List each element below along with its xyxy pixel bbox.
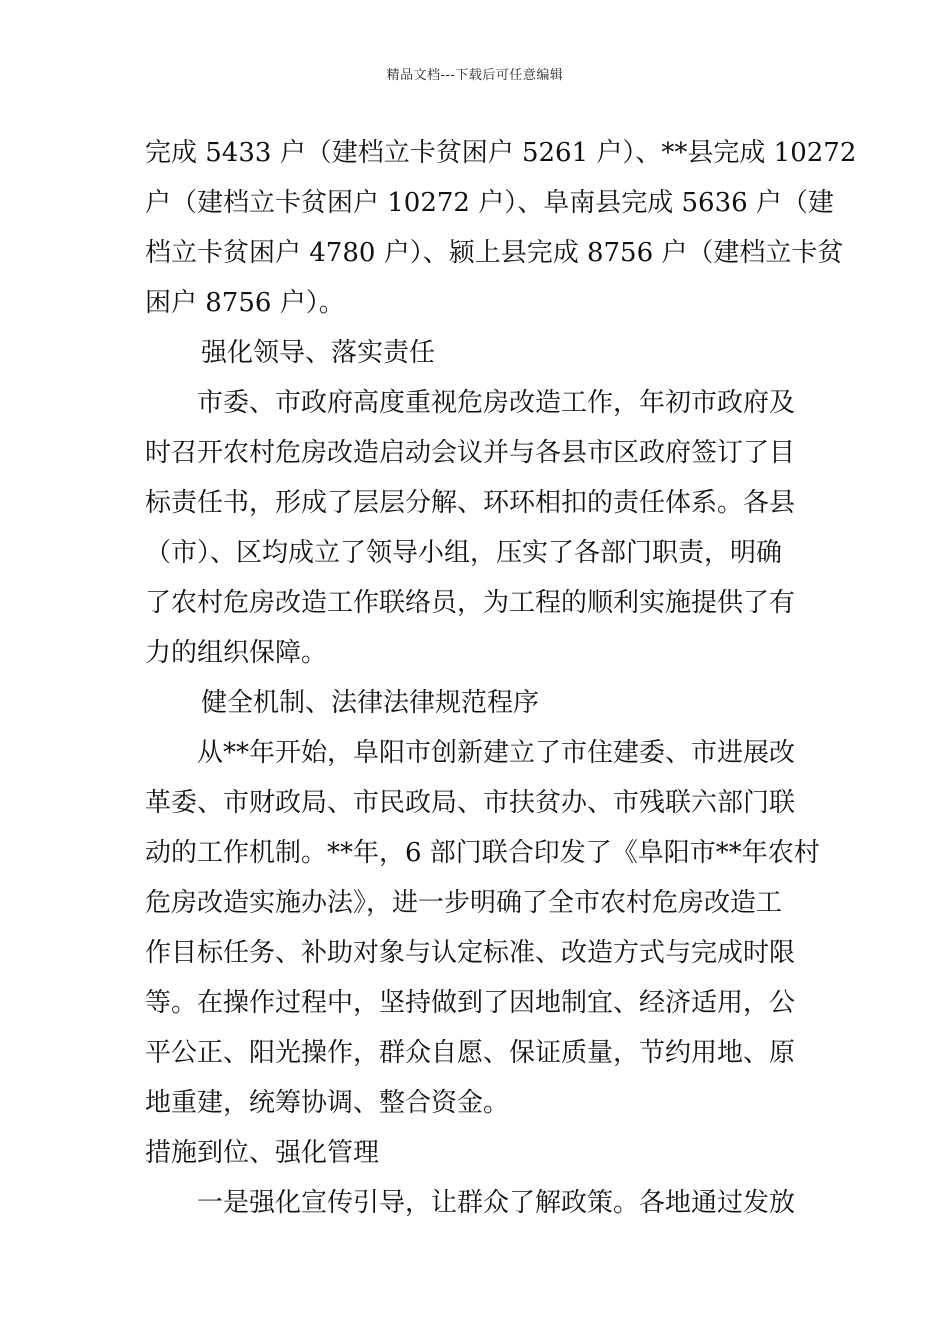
body-line: 市委、市政府高度重视危房改造工作，年初市政府及 bbox=[197, 388, 796, 418]
body-line: 一是强化宣传引导，让群众了解政策。各地通过发放 bbox=[197, 1188, 796, 1218]
section-heading: 健全机制、法律法律规范程序 bbox=[201, 688, 540, 718]
body-line: 困户 8756 户）。 bbox=[145, 288, 345, 318]
body-line: （市）、区均成立了领导小组，压实了各部门职责，明确 bbox=[145, 538, 783, 568]
body-line: 地重建，统筹协调、整合资金。 bbox=[145, 1088, 510, 1118]
body-line: 完成 5433 户（建档立卡贫困户 5261 户）、**县完成 10272 bbox=[145, 138, 857, 168]
body-line: 革委、市财政局、市民政局、市扶贫办、市残联六部门联 bbox=[145, 788, 796, 818]
body-line: 力的组织保障。 bbox=[145, 638, 328, 668]
body-line: 平公正、阳光操作，群众自愿、保证质量，节约用地、原 bbox=[145, 1038, 796, 1068]
section-heading: 强化领导、落实责任 bbox=[201, 338, 436, 368]
body-line: 等。在操作过程中，坚持做到了因地制宜、经济适用，公 bbox=[145, 988, 796, 1018]
body-line: 标责任书，形成了层层分解、环环相扣的责任体系。各县 bbox=[145, 488, 796, 518]
body-line: 危房改造实施办法》，进一步明确了全市农村危房改造工 bbox=[145, 888, 783, 918]
body-line: 动的工作机制。**年，6 部门联合印发了《阜阳市**年农村 bbox=[145, 838, 820, 868]
page-header: 精品文档---下载后可任意编辑 bbox=[386, 68, 564, 83]
section-heading: 措施到位、强化管理 bbox=[145, 1138, 380, 1168]
document-body bbox=[145, 128, 857, 1228]
body-line: 作目标任务、补助对象与认定标准、改造方式与完成时限 bbox=[145, 938, 796, 968]
body-line: 档立卡贫困户 4780 户）、颍上县完成 8756 户（建档立卡贫 bbox=[145, 238, 844, 268]
body-line: 时召开农村危房改造启动会议并与各县市区政府签订了目 bbox=[145, 438, 796, 468]
body-line: 了农村危房改造工作联络员，为工程的顺利实施提供了有 bbox=[145, 588, 796, 618]
body-line: 户（建档立卡贫困户 10272 户）、阜南县完成 5636 户（建 bbox=[145, 188, 834, 218]
body-line: 从**年开始，阜阳市创新建立了市住建委、市进展改 bbox=[197, 738, 796, 768]
